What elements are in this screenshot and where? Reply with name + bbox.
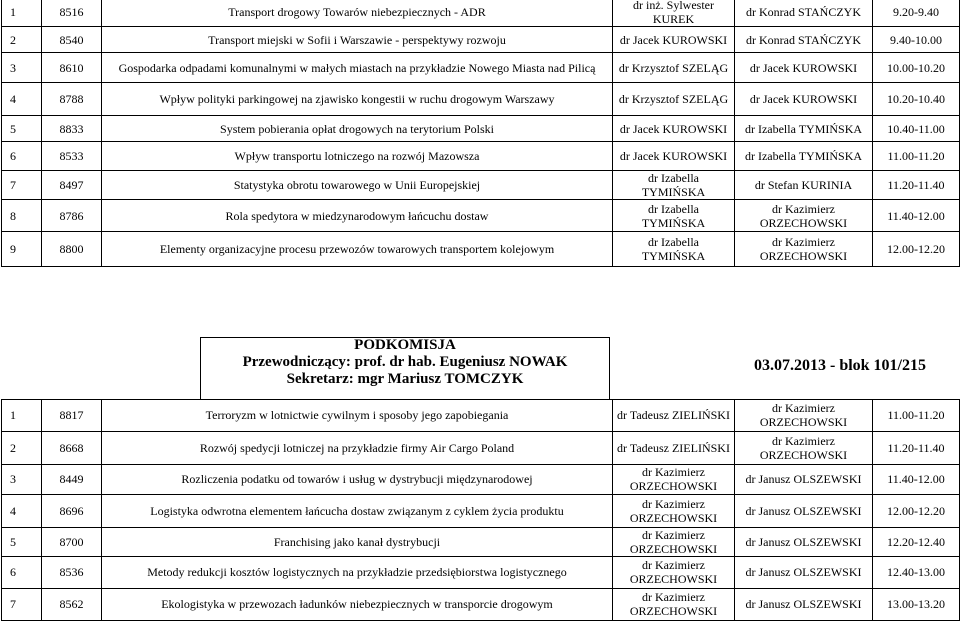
row-number: 2 — [2, 27, 42, 53]
promoter-name: dr Izabella TYMIŃSKA — [613, 232, 735, 267]
thesis-title: Terroryzm w lotnictwie cywilnym i sposoby jego zapobiegania — [102, 399, 613, 431]
time-slot: 10.00-10.20 — [873, 53, 960, 83]
row-number: 1 — [2, 0, 42, 27]
thesis-id: 8610 — [42, 53, 102, 83]
promoter-name: dr Jacek KUROWSKI — [613, 142, 735, 171]
thesis-title: Elementy organizacyjne procesu przewozów towarowych transportem kolejowym — [102, 232, 613, 267]
thesis-title: Rozliczenia podatku od towarów i usług w dystrybucji międzynarodowej — [102, 464, 613, 494]
time-slot: 11.00-11.20 — [873, 399, 960, 431]
reviewer-name: dr Janusz OLSZEWSKI — [735, 556, 873, 588]
thesis-title: Wpływ polityki parkingowej na zjawisko kongestii w ruchu drogowym Warszawy — [102, 83, 613, 116]
time-slot: 12.00-12.20 — [873, 494, 960, 527]
thesis-id: 8533 — [42, 142, 102, 171]
reviewer-name: dr Janusz OLSZEWSKI — [735, 527, 873, 556]
reviewer-name: dr Janusz OLSZEWSKI — [735, 494, 873, 527]
time-slot: 11.40-12.00 — [873, 464, 960, 494]
thesis-id: 8788 — [42, 83, 102, 116]
table-row — [2, 200, 960, 232]
row-number: 3 — [2, 53, 42, 83]
table-row — [2, 53, 960, 83]
row-number: 4 — [2, 494, 42, 527]
time-slot: 12.00-12.20 — [873, 232, 960, 267]
thesis-title: Transport miejski w Sofii i Warszawie - perspektywy rozwoju — [102, 27, 613, 53]
row-number: 5 — [2, 527, 42, 556]
time-slot: 11.40-12.00 — [873, 200, 960, 232]
reviewer-name: dr Kazimierz ORZECHOWSKI — [735, 200, 873, 232]
reviewer-name: dr Kazimierz ORZECHOWSKI — [735, 399, 873, 431]
row-number: 8 — [2, 200, 42, 232]
thesis-id: 8516 — [42, 0, 102, 27]
table-row — [2, 527, 960, 556]
promoter-name: dr Tadeusz ZIELIŃSKI — [613, 399, 735, 431]
table-row — [2, 232, 960, 267]
reviewer-name: dr Jacek KUROWSKI — [735, 83, 873, 116]
thesis-id: 8562 — [42, 588, 102, 620]
table-row — [2, 27, 960, 53]
thesis-title: Franchising jako kanał dystrybucji — [102, 527, 613, 556]
thesis-title: Rola spedytora w miedzynarodowym łańcuchu dostaw — [102, 200, 613, 232]
thesis-id: 8449 — [42, 464, 102, 494]
table-row — [2, 116, 960, 142]
row-number: 2 — [2, 431, 42, 464]
reviewer-name: dr Konrad STAŃCZYK — [735, 27, 873, 53]
table-row — [2, 399, 960, 431]
reviewer-name: dr Konrad STAŃCZYK — [735, 0, 873, 27]
reviewer-name: dr Janusz OLSZEWSKI — [735, 588, 873, 620]
thesis-id: 8800 — [42, 232, 102, 267]
thesis-title: Gospodarka odpadami komunalnymi w małych miastach na przykładzie Nowego Miasta nad Pilicą — [102, 53, 613, 83]
subcommittee-date-room: 03.07.2013 - blok 101/215 — [753, 357, 926, 374]
thesis-title: Wpływ transportu lotniczego na rozwój Mazowsza — [102, 142, 613, 171]
time-slot: 11.20-11.40 — [873, 431, 960, 464]
reviewer-name: dr Izabella TYMIŃSKA — [735, 116, 873, 142]
subcommittee-title: PODKOMISJA — [354, 337, 456, 353]
row-number: 7 — [2, 171, 42, 200]
table-row — [2, 171, 960, 200]
table-row — [2, 494, 960, 527]
thesis-title: Statystyka obrotu towarowego w Unii Europejskiej — [102, 171, 613, 200]
reviewer-name: dr Jacek KUROWSKI — [735, 53, 873, 83]
promoter-name: dr Kazimierz ORZECHOWSKI — [613, 464, 735, 494]
thesis-title: Transport drogowy Towarów niebezpiecznych - ADR — [102, 0, 613, 27]
promoter-name: dr Tadeusz ZIELIŃSKI — [613, 431, 735, 464]
time-slot: 12.20-12.40 — [873, 527, 960, 556]
promoter-name: dr inż. Sylwester KUREK — [613, 0, 735, 27]
table-row — [2, 464, 960, 494]
schedule-table-top — [1, 0, 960, 267]
promoter-name: dr Krzysztof SZELĄG — [613, 83, 735, 116]
promoter-name: dr Jacek KUROWSKI — [613, 116, 735, 142]
row-number: 1 — [2, 399, 42, 431]
thesis-title: Metody redukcji kosztów logistycznych na przykładzie przedsiębiorstwa logistycznego — [102, 556, 613, 588]
row-number: 4 — [2, 83, 42, 116]
reviewer-name: dr Janusz OLSZEWSKI — [735, 464, 873, 494]
thesis-id: 8833 — [42, 116, 102, 142]
row-number: 7 — [2, 588, 42, 620]
reviewer-name: dr Kazimierz ORZECHOWSKI — [735, 232, 873, 267]
time-slot: 9.20-9.40 — [873, 0, 960, 27]
time-slot: 9.40-10.00 — [873, 27, 960, 53]
thesis-id: 8540 — [42, 27, 102, 53]
thesis-title: Rozwój spedycji lotniczej na przykładzie firmy Air Cargo Poland — [102, 431, 613, 464]
promoter-name: dr Izabella TYMIŃSKA — [613, 200, 735, 232]
promoter-name: dr Kazimierz ORZECHOWSKI — [613, 588, 735, 620]
promoter-name: dr Kazimierz ORZECHOWSKI — [613, 556, 735, 588]
table-row — [2, 0, 960, 27]
subcommittee-chair: Przewodniczący: prof. dr hab. Eugeniusz NOWAK — [242, 354, 568, 370]
thesis-id: 8696 — [42, 494, 102, 527]
reviewer-name: dr Izabella TYMIŃSKA — [735, 142, 873, 171]
table-row — [2, 556, 960, 588]
promoter-name: dr Krzysztof SZELĄG — [613, 53, 735, 83]
promoter-name: dr Jacek KUROWSKI — [613, 27, 735, 53]
promoter-name: dr Izabella TYMIŃSKA — [613, 171, 735, 200]
row-number: 9 — [2, 232, 42, 267]
row-number: 6 — [2, 142, 42, 171]
thesis-title: System pobierania opłat drogowych na terytorium Polski — [102, 116, 613, 142]
promoter-name: dr Kazimierz ORZECHOWSKI — [613, 527, 735, 556]
table-row — [2, 431, 960, 464]
reviewer-name: dr Stefan KURINIA — [735, 171, 873, 200]
subcommittee-secretary: Sekretarz: mgr Mariusz TOMCZYK — [286, 371, 524, 387]
time-slot: 10.20-10.40 — [873, 83, 960, 116]
table-row — [2, 588, 960, 620]
row-number: 5 — [2, 116, 42, 142]
promoter-name: dr Kazimierz ORZECHOWSKI — [613, 494, 735, 527]
thesis-id: 8536 — [42, 556, 102, 588]
time-slot: 12.40-13.00 — [873, 556, 960, 588]
header-frame — [200, 337, 610, 399]
thesis-title: Logistyka odwrotna elementem łańcucha dostaw związanym z cyklem życia produktu — [102, 494, 613, 527]
time-slot: 13.00-13.20 — [873, 588, 960, 620]
table-row — [2, 142, 960, 171]
row-number: 3 — [2, 464, 42, 494]
thesis-id: 8668 — [42, 431, 102, 464]
time-slot: 11.20-11.40 — [873, 171, 960, 200]
reviewer-name: dr Kazimierz ORZECHOWSKI — [735, 431, 873, 464]
schedule-table-top-body — [2, 0, 960, 267]
thesis-id: 8817 — [42, 399, 102, 431]
thesis-title: Ekologistyka w przewozach ładunków niebezpiecznych w transporcie drogowym — [102, 588, 613, 620]
time-slot: 10.40-11.00 — [873, 116, 960, 142]
thesis-id: 8700 — [42, 527, 102, 556]
row-number: 6 — [2, 556, 42, 588]
table-row — [2, 83, 960, 116]
thesis-id: 8497 — [42, 171, 102, 200]
thesis-id: 8786 — [42, 200, 102, 232]
time-slot: 11.00-11.20 — [873, 142, 960, 171]
